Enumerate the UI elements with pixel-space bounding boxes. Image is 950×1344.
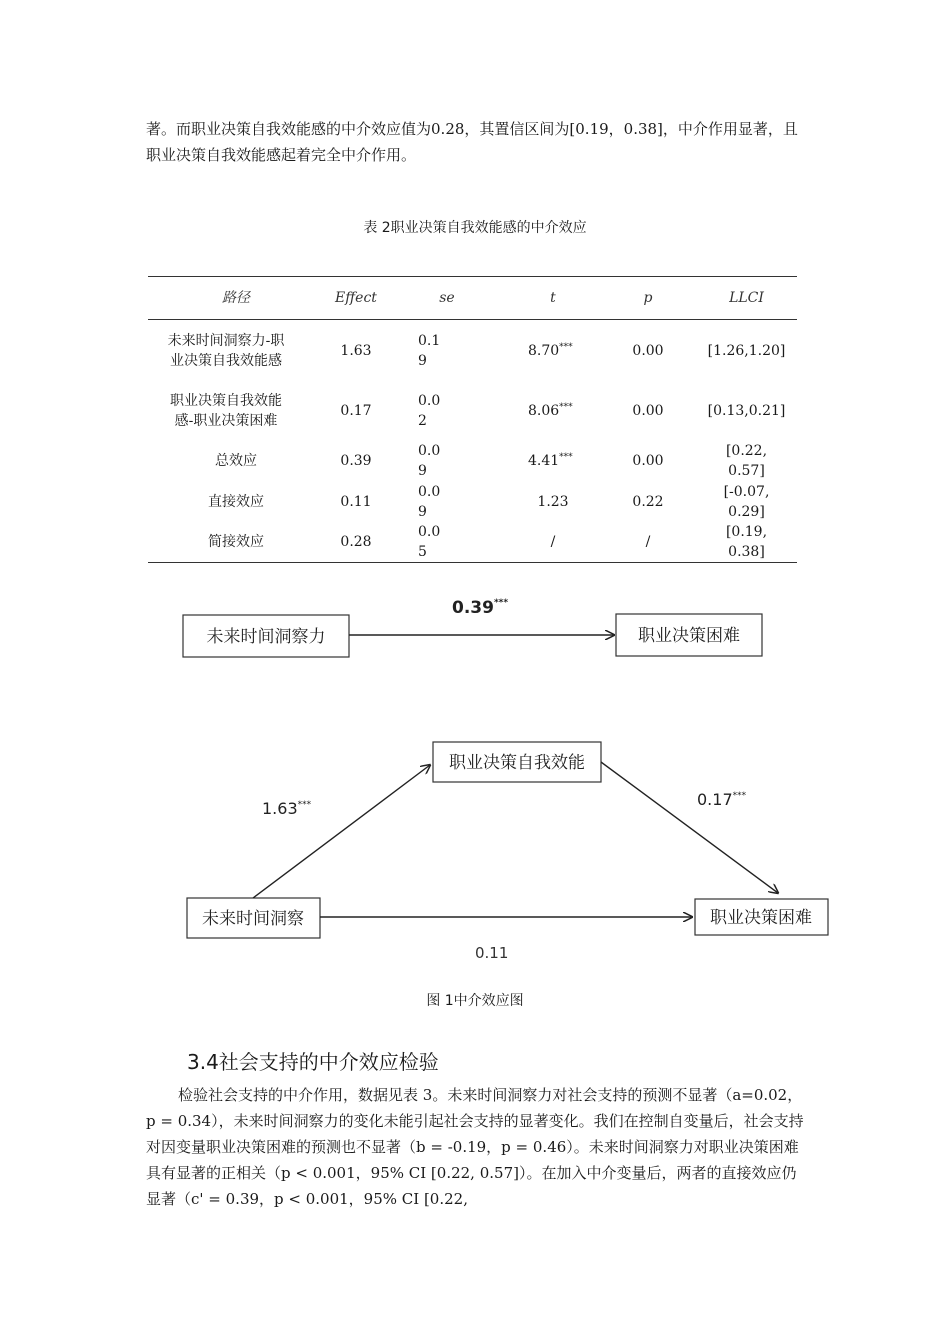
diagram-coef-b xyxy=(697,790,747,809)
cell-p: 0.00 xyxy=(632,453,664,469)
coef-significance: *** xyxy=(493,598,509,608)
table-header-row xyxy=(148,277,797,320)
table-row xyxy=(148,320,797,383)
t-value: 4.41 xyxy=(528,453,560,469)
figure-caption: 图 1中介效应图 xyxy=(426,993,524,1009)
cell-effect: 0.11 xyxy=(340,494,372,510)
t-value: 1.23 xyxy=(537,494,569,510)
table-row xyxy=(148,440,797,482)
body-paragraph: 检验社会支持的中介作用，数据见表 3。未来时间洞察力对社会支持的预测不显著（a=0.02，p = 0.34），未来时间洞察力的变化未能引起社会支持的显著变化。我们在控制自变量后，社会支持对因变量职业决策困难的预测也不显著（b = -0.19，p = 0.46）。未来时间洞察力对职业决策困难具有显著的正相关（p < 0.001，95% CI [0.22, 0.57]）。在加入中介变量后，两者的直接效应仍显著（c' = 0.39，p < 0.001，95% CI [0.22, xyxy=(146,1086,804,1208)
header-effect: Effect xyxy=(335,290,377,306)
cell-path: 总效应 xyxy=(215,453,257,469)
cell-llci: [0.19, 0.38] xyxy=(725,524,768,560)
cell-path: 简接效应 xyxy=(208,534,264,550)
cell-llci: [-0.07, 0.29] xyxy=(723,484,770,520)
cell-se: 0.09 xyxy=(418,443,441,479)
cell-effect: 1.63 xyxy=(340,343,372,359)
cell-p: / xyxy=(645,534,651,550)
header-p: p xyxy=(643,290,653,306)
cell-p: 0.00 xyxy=(632,403,664,419)
header-path: 路径 xyxy=(222,290,250,306)
diagram-coef-a xyxy=(262,799,312,818)
cell-t xyxy=(506,382,600,440)
diagram-coef-total xyxy=(452,598,508,618)
table-row xyxy=(148,482,797,522)
diagram-arrow-b xyxy=(601,762,778,893)
cell-t xyxy=(506,482,600,522)
cell-p: 0.22 xyxy=(632,494,664,510)
cell-path: 直接效应 xyxy=(208,494,264,510)
mediation-table xyxy=(148,276,797,563)
cell-se: 0.05 xyxy=(418,524,441,560)
cell-t xyxy=(506,440,600,482)
table-row xyxy=(148,522,797,563)
cell-llci: [0.13,0.21] xyxy=(707,403,786,419)
cell-se: 0.02 xyxy=(418,393,441,429)
coef-value: 0.17 xyxy=(697,790,733,809)
cell-se: 0.19 xyxy=(418,333,441,369)
table-row xyxy=(148,382,797,440)
coef-value: 0.39 xyxy=(452,598,494,618)
diagram-coef-c: 0.11 xyxy=(475,944,509,962)
cell-effect: 0.39 xyxy=(340,453,372,469)
diagram-arrow-a xyxy=(253,765,430,898)
diagram-box-label: 职业决策自我效能 xyxy=(449,753,585,773)
t-significance: *** xyxy=(559,342,573,353)
t-significance: *** xyxy=(559,452,573,463)
diagram-box-label: 未来时间洞察力 xyxy=(206,627,326,647)
header-se: se xyxy=(439,290,455,306)
mediation-diagram xyxy=(0,585,950,985)
t-value: / xyxy=(550,534,556,550)
t-value: 8.70 xyxy=(528,343,560,359)
cell-t xyxy=(506,522,600,563)
cell-p: 0.00 xyxy=(632,343,664,359)
t-value: 8.06 xyxy=(528,403,560,419)
diagram-box-label: 未来时间洞察 xyxy=(202,909,304,929)
coef-significance: *** xyxy=(732,791,747,801)
cell-path: 职业决策自我效能感-职业决策困难 xyxy=(170,393,282,429)
diagram-box-label: 职业决策困难 xyxy=(638,626,740,646)
cell-effect: 0.28 xyxy=(340,534,372,550)
cell-llci: [1.26,1.20] xyxy=(707,343,786,359)
section-heading: 3.4社会支持的中介效应检验 xyxy=(187,1050,439,1074)
table-caption: 表 2职业决策自我效能感的中介效应 xyxy=(363,220,587,236)
intro-paragraph: 著。而职业决策自我效能感的中介效应值为0.28，其置信区间为[0.19，0.38]，中介作用显著，且职业决策自我效能感起着完全中介作用。 xyxy=(146,120,798,164)
cell-effect: 0.17 xyxy=(340,403,372,419)
cell-path: 未来时间洞察力-职业决策自我效能感 xyxy=(167,333,285,369)
cell-llci: [0.22, 0.57] xyxy=(725,443,768,479)
diagram-box-label: 职业决策困难 xyxy=(710,908,812,928)
header-llci: LLCI xyxy=(729,290,764,306)
coef-value: 1.63 xyxy=(262,799,298,818)
cell-t xyxy=(506,320,600,383)
t-significance: *** xyxy=(559,402,573,413)
header-t: t xyxy=(550,290,556,306)
cell-se: 0.09 xyxy=(418,484,441,520)
coef-significance: *** xyxy=(297,800,312,810)
